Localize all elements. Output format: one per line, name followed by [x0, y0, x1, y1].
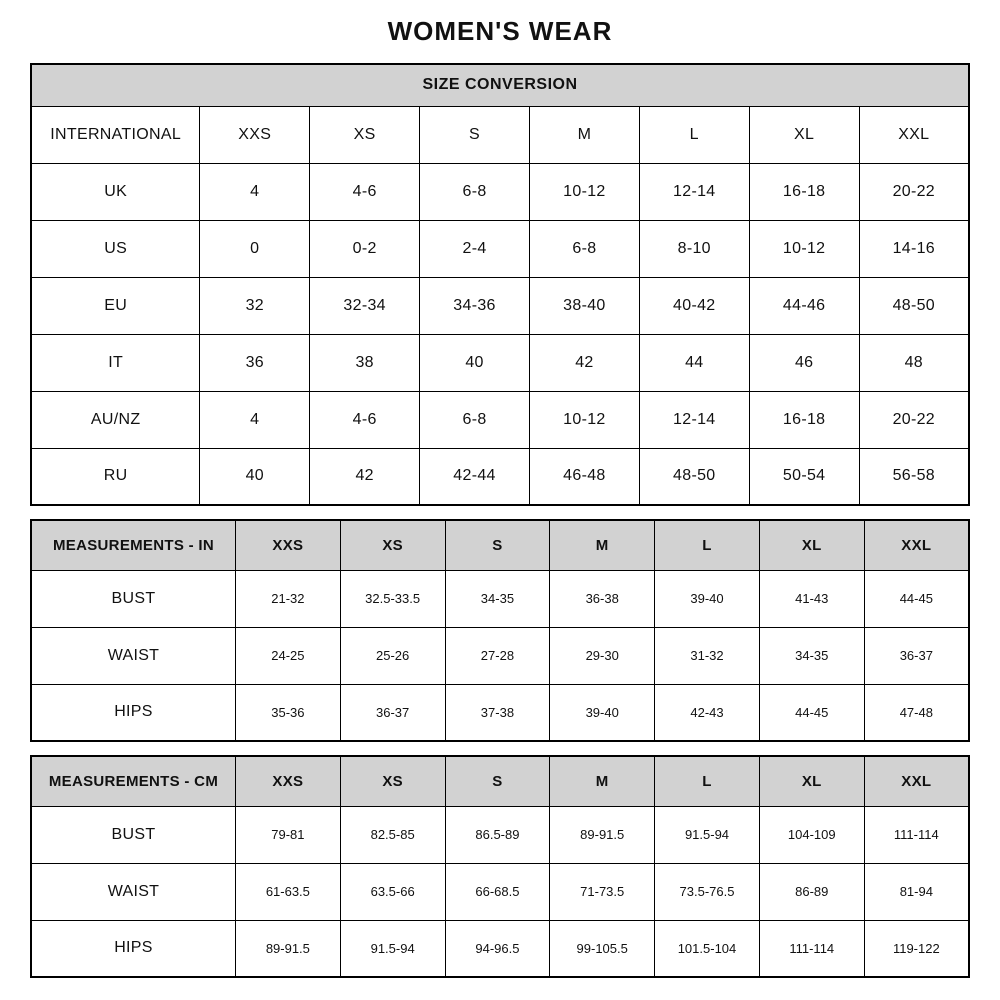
table-row	[31, 684, 969, 741]
size-value: 40	[420, 334, 530, 391]
size-value: 4	[200, 391, 310, 448]
size-value: 16-18	[749, 391, 859, 448]
measurement-value: 37-38	[445, 684, 550, 741]
size-column-header: XXL	[864, 520, 969, 570]
size-value: 12-14	[639, 163, 749, 220]
size-column-header: XXS	[235, 520, 340, 570]
measurement-label: HIPS	[31, 920, 235, 977]
measurement-value: 24-25	[235, 627, 340, 684]
size-value: M	[529, 106, 639, 163]
table-row	[31, 391, 969, 448]
measurement-value: 47-48	[864, 684, 969, 741]
measurement-value: 89-91.5	[550, 806, 655, 863]
measurement-label: HIPS	[31, 684, 235, 741]
size-value: 10-12	[529, 163, 639, 220]
measurement-value: 61-63.5	[235, 863, 340, 920]
size-value: 42-44	[420, 448, 530, 505]
size-value: 34-36	[420, 277, 530, 334]
size-value: 56-58	[859, 448, 969, 505]
size-value: 20-22	[859, 163, 969, 220]
measurement-value: 71-73.5	[550, 863, 655, 920]
size-value: 0-2	[310, 220, 420, 277]
measurement-label: WAIST	[31, 627, 235, 684]
measurement-value: 89-91.5	[235, 920, 340, 977]
region-label: RU	[31, 448, 200, 505]
size-value: 40-42	[639, 277, 749, 334]
measurement-value: 36-37	[340, 684, 445, 741]
size-conversion-title: SIZE CONVERSION	[31, 64, 969, 106]
size-value: 42	[310, 448, 420, 505]
size-column-header: M	[550, 756, 655, 806]
measurement-value: 36-37	[864, 627, 969, 684]
size-value: 32-34	[310, 277, 420, 334]
measurement-value: 111-114	[864, 806, 969, 863]
measurement-value: 81-94	[864, 863, 969, 920]
size-value: 38	[310, 334, 420, 391]
measurement-value: 39-40	[655, 570, 760, 627]
table-row	[31, 106, 969, 163]
size-value: 8-10	[639, 220, 749, 277]
size-column-header: S	[445, 520, 550, 570]
measurement-value: 79-81	[235, 806, 340, 863]
size-column-header: XS	[340, 520, 445, 570]
size-value: 4-6	[310, 391, 420, 448]
measurement-value: 82.5-85	[340, 806, 445, 863]
table-row	[31, 334, 969, 391]
banner-row	[31, 64, 969, 106]
measurement-value: 99-105.5	[550, 920, 655, 977]
measurements-cm-table	[30, 755, 970, 978]
measurement-value: 91.5-94	[655, 806, 760, 863]
size-value: 42	[529, 334, 639, 391]
size-value: XXL	[859, 106, 969, 163]
size-value: 4	[200, 163, 310, 220]
measurement-value: 63.5-66	[340, 863, 445, 920]
size-column-header: L	[655, 756, 760, 806]
size-value: 44	[639, 334, 749, 391]
measurement-value: 111-114	[759, 920, 864, 977]
measurement-value: 42-43	[655, 684, 760, 741]
measurement-value: 36-38	[550, 570, 655, 627]
size-value: 12-14	[639, 391, 749, 448]
table-row	[31, 570, 969, 627]
size-value: 4-6	[310, 163, 420, 220]
size-column-header: XL	[759, 520, 864, 570]
size-value: 38-40	[529, 277, 639, 334]
table-row	[31, 627, 969, 684]
measurement-value: 29-30	[550, 627, 655, 684]
size-value: L	[639, 106, 749, 163]
measurement-value: 66-68.5	[445, 863, 550, 920]
measurement-value: 41-43	[759, 570, 864, 627]
region-label: EU	[31, 277, 200, 334]
size-value: S	[420, 106, 530, 163]
table-row	[31, 806, 969, 863]
size-value: 50-54	[749, 448, 859, 505]
measurement-label: BUST	[31, 806, 235, 863]
measurement-value: 21-32	[235, 570, 340, 627]
size-column-header: M	[550, 520, 655, 570]
size-value: 2-4	[420, 220, 530, 277]
measurement-value: 86-89	[759, 863, 864, 920]
measurement-value: 101.5-104	[655, 920, 760, 977]
region-label: UK	[31, 163, 200, 220]
measurement-value: 34-35	[759, 627, 864, 684]
table-row	[31, 863, 969, 920]
size-column-header: XXS	[235, 756, 340, 806]
region-label: INTERNATIONAL	[31, 106, 200, 163]
region-label: AU/NZ	[31, 391, 200, 448]
header-row	[31, 520, 969, 570]
size-column-header: L	[655, 520, 760, 570]
size-value: XL	[749, 106, 859, 163]
measurement-value: 25-26	[340, 627, 445, 684]
measurements-table-title: MEASUREMENTS - IN	[31, 520, 235, 570]
measurement-label: WAIST	[31, 863, 235, 920]
measurement-value: 35-36	[235, 684, 340, 741]
size-value: 10-12	[529, 391, 639, 448]
table-row	[31, 448, 969, 505]
size-column-header: XXL	[864, 756, 969, 806]
region-label: IT	[31, 334, 200, 391]
table-row	[31, 920, 969, 977]
size-value: XS	[310, 106, 420, 163]
size-value: 48-50	[859, 277, 969, 334]
size-value: 0	[200, 220, 310, 277]
measurement-value: 31-32	[655, 627, 760, 684]
size-column-header: S	[445, 756, 550, 806]
header-row	[31, 756, 969, 806]
table-row	[31, 163, 969, 220]
size-value: 6-8	[420, 391, 530, 448]
size-value: 20-22	[859, 391, 969, 448]
size-value: 46	[749, 334, 859, 391]
measurement-value: 39-40	[550, 684, 655, 741]
measurements-table-title: MEASUREMENTS - CM	[31, 756, 235, 806]
measurement-label: BUST	[31, 570, 235, 627]
size-value: 40	[200, 448, 310, 505]
size-value: 48	[859, 334, 969, 391]
measurements-cm-body	[31, 756, 969, 977]
table-row	[31, 220, 969, 277]
size-value: 44-46	[749, 277, 859, 334]
size-conversion-table	[30, 63, 970, 506]
size-column-header: XL	[759, 756, 864, 806]
measurements-in-table	[30, 519, 970, 742]
measurement-value: 91.5-94	[340, 920, 445, 977]
measurement-value: 86.5-89	[445, 806, 550, 863]
measurement-value: 94-96.5	[445, 920, 550, 977]
region-label: US	[31, 220, 200, 277]
measurement-value: 73.5-76.5	[655, 863, 760, 920]
size-value: 48-50	[639, 448, 749, 505]
measurement-value: 32.5-33.5	[340, 570, 445, 627]
size-column-header: XS	[340, 756, 445, 806]
measurements-in-body	[31, 520, 969, 741]
measurement-value: 44-45	[864, 570, 969, 627]
size-value: 10-12	[749, 220, 859, 277]
size-value: XXS	[200, 106, 310, 163]
measurement-value: 104-109	[759, 806, 864, 863]
size-value: 32	[200, 277, 310, 334]
size-value: 6-8	[529, 220, 639, 277]
size-value: 14-16	[859, 220, 969, 277]
measurement-value: 44-45	[759, 684, 864, 741]
size-value: 46-48	[529, 448, 639, 505]
measurement-value: 27-28	[445, 627, 550, 684]
measurement-value: 34-35	[445, 570, 550, 627]
page-title: WOMEN'S WEAR	[387, 16, 613, 46]
size-value: 6-8	[420, 163, 530, 220]
size-value: 36	[200, 334, 310, 391]
measurement-value: 119-122	[864, 920, 969, 977]
table-row	[31, 277, 969, 334]
size-value: 16-18	[749, 163, 859, 220]
size-conversion-body	[31, 64, 969, 505]
